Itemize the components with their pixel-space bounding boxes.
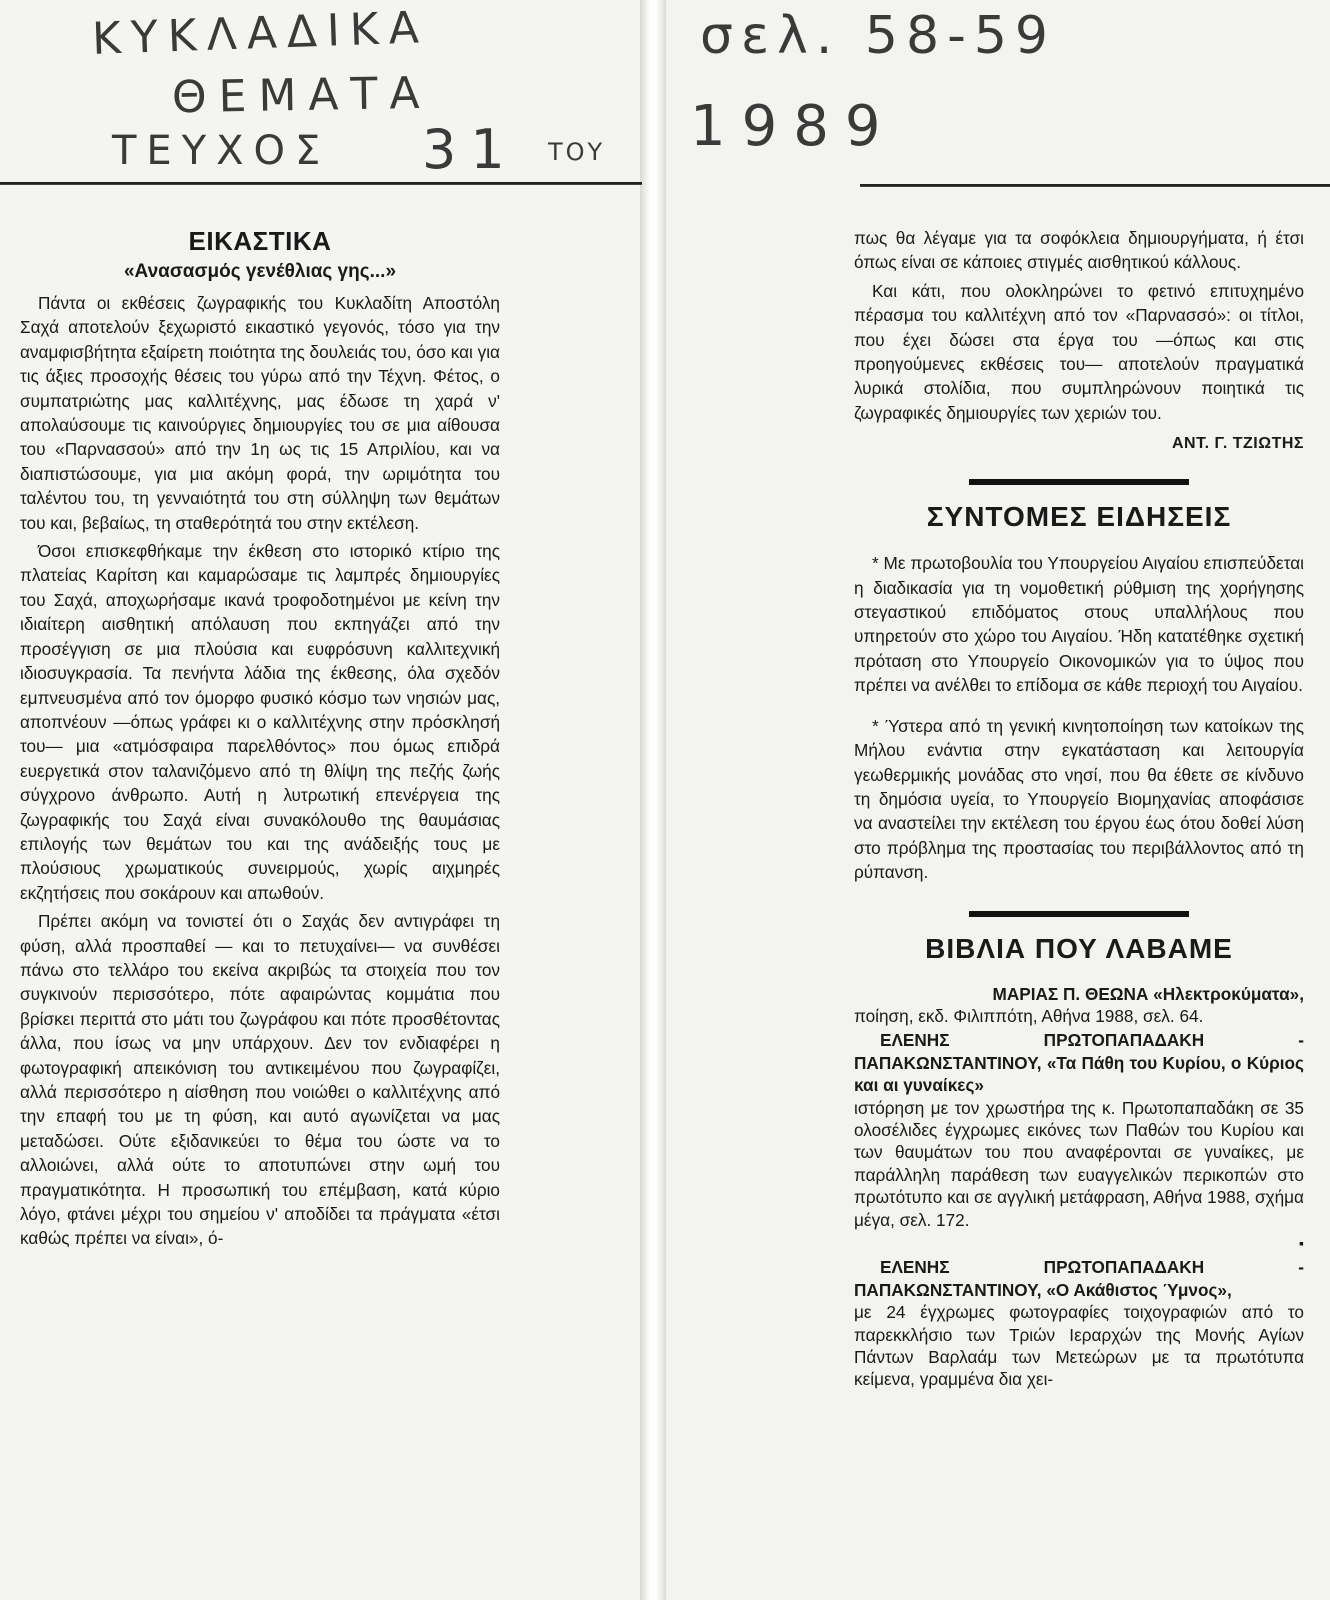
- book-title: ΕΛΕΝΗΣ ΠΡΩΤΟΠΑΠΑΔΑΚΗ - ΠΑΠΑΚΩΝΣΤΑΝΤΙΝΟΥ, «Ο Ακάθιστος Ύμνος»,: [854, 1257, 1304, 1300]
- section-heading-news: ΣΥΝΤΟΜΕΣ ΕΙΔΗΣΕΙΣ: [926, 501, 1232, 533]
- page-gutter: [640, 0, 666, 1600]
- top-rule-left: [0, 182, 642, 185]
- section-divider: [969, 911, 1189, 917]
- handwritten-themata: ΘΕΜΑΤΑ: [171, 67, 432, 124]
- article-paragraph: Πάντα οι εκθέσεις ζωγραφικής του Κυκλαδίτη Αποστόλη Σαχά αποτελούν ξεχωριστό εικαστικό γεγονός, τόσο για την αναμφισβήτητα εξαίρετη ποιότητα της δουλειάς του, όσο και για τις άξιες προσοχής θέσεις του γύρω από την Τέχνη. Φέτος, ο συμπατριώτης μας καλλιτέχνης, μας έδωσε τη χαρά ν' απολαύσουμε τις καινούργιες δημιουργίες του σε μια αίθουσα του «Παρνασσού» από την 1η ως τις 15 Απριλίου, και να διαπιστώσουμε, για μια ακόμη φορά, την ωριμότητα του ταλέντου του, τη γενναιότητά του στη σύλληψη των θεμάτων του και, βεβαίως, τη σταθερότητά του στην εκτέλεση.: [20, 293, 500, 533]
- top-rule-right: [860, 184, 1330, 187]
- book-details: ποίηση, εκδ. Φιλιππότη, Αθήνα 1988, σελ. 64.: [854, 1005, 1204, 1026]
- section-heading-books: ΒΙΒΛΙΑ ΠΟΥ ΛΑΒΑΜΕ: [925, 932, 1233, 964]
- section-divider: [969, 479, 1189, 485]
- article-paragraph: Όσοι επισκεφθήκαμε την έκθεση στο ιστορικό κτίριο της πλατείας Καρίτση και καμαρώσαμε τις λαμπρές δημιουργίες του Σαχά, αποχωρήσαμε ικανά τροφοδοτημένοι με κείνη την ιδιαίτερη αισθητική απόλαυση που εκπηγάζει από την προσέγγιση σε μια πλούσια και ευφρόσυνη καλλιτεχνική ιδιοσυγκρασία. Τα πενήντα λάδια της έκθεσης, όλα σχεδόν εμπνευσμένα από τον όμορφο φυσικό κόσμο των νησιών μας, αποπνέουν —όπως γράφει κι ο καλλιτέχνης στην πρόσκλησή του— μια «ατμόσφαιρα παρελθόντος» που όμως επιδρά ευεργετικά στον ταλανιζόμενο από τη θλίψη της πεζής ζωής σύγχρονο άνθρωπο. Αυτή η λυτρωτική επενέργεια της ζωγραφικής του Σαχά είναι συνακόλουθο της θαυμάσιας επιλογής των θεμάτων του και της ανάδειξής τους με πλούσιους χρωματικούς συνειρμούς, χωρίς αιχμηρές εκζητήσεις που σοκάρουν και απωθούν.: [20, 541, 500, 903]
- handwritten-issue-number: 31: [422, 118, 519, 181]
- article-paragraph: Πρέπει ακόμη να τονιστεί ότι ο Σαχάς δεν αντιγράφει τη φύση, αλλά προσπαθεί — και το πετυχαίνει— να συνθέσει πάνω στο τελλάρο του εκείνα ακριβώς τα στοιχεία που τον συγκινούν περισσότερο, πότε αφαιρώντας κομμάτια που βρίσκει περιττά στο μάτι του ζωγράφου και πότε προσθέτοντας άλλα, που ίσως να μην υπάρχουν. Δεν τον ενδιαφέρει η φωτογραφική απεικόνιση του αντικειμένου που ζωγραφίζει, αλλά περισσότερο η αίσθηση που νοιώθει ο καλλιτέχνης από την επαφή του με τη φύση, και αυτό αγωνίζεται να μας μεταδώσει. Ούτε εξιδανικεύει το θέμα του ώστε να το αλλοιώνει, αλλά ούτε το αποτυπώνει στην ωμή του πραγματικότητα. Η προσωπική του επέμβαση, κατά κύριο λόγο, φτάνει μέχρι του σημείου ν' αποδίδει τα πράγματα «έτσι καθώς πρέπει να είναι», ό-: [20, 911, 500, 1249]
- handwritten-magazine-name: ΚΥΚΛΑΔΙΚΑ: [91, 2, 430, 65]
- handwritten-teuxos: ΤΕΥΧΟΣ: [112, 128, 331, 174]
- article-continuation: πως θα λέγαμε για τα σοφόκλεια δημιουργήματα, ή έτσι όπως είναι σε κάποιες στιγμές αισθητικού κάλλους.: [854, 228, 1304, 273]
- book-details: με 24 έγχρωμες φωτογραφίες τοιχογραφιών από το παρεκκλήσιο των Τριών Ιεραρχών της Μονής Αγίων Πάντων Βαρλαάμ των Μετεώρων με τα πρωτότυπα κείμενα, γραμμένα δια χει-: [854, 1302, 1304, 1390]
- article-author-signature: ΑΝΤ. Γ. ΤΖΙΩΤΗΣ: [1171, 435, 1304, 453]
- book-title: ΕΛΕΝΗΣ ΠΡΩΤΟΠΑΠΑΔΑΚΗ - ΠΑΠΑΚΩΝΣΤΑΝΤΙΝΟΥ, «Τα Πάθη του Κυρίου, ο Κύριος και αι γυναίκες»: [854, 1030, 1304, 1096]
- news-item: * Ύστερα από τη γενική κινητοποίηση των κατοίκων της Μήλου ενάντια στην εγκατάσταση και λειτουργία γεωθερμικής μονάδας στο νησί, που θα έθετε σε κίνδυνο τη δημόσια υγεία, το Υπουργείο Βιομηχανίας αποφάσισε να αναστείλει την εκτέλεση του έργου έως ότου δοθεί λύση στο πρόβλημα της προστασίας του περιβάλλοντος από τη ρύπανση.: [854, 715, 1304, 883]
- entry-separator: ▪: [1299, 1235, 1304, 1251]
- book-entry: [854, 1029, 1304, 1231]
- book-entry: [854, 1256, 1304, 1390]
- left-column: [20, 226, 500, 1251]
- section-heading-eikastika: ΕΙΚΑΣΤΙΚΑ: [188, 226, 332, 256]
- handwritten-pages: σελ. 58-59: [700, 6, 1056, 66]
- book-title: ΜΑΡΙΑΣ Π. ΘΕΩΝΑ «Ηλεκτροκύματα»,: [992, 983, 1304, 1004]
- article-continuation: Και κάτι, που ολοκληρώνει το φετινό επιτυχημένο πέρασμα του καλλιτέχνη από τον «Παρνασσό»: οι τίτλοι, που έχει δώσει στα έργα του —όπως και στις προηγούμενες εκθέσεις του— αποτελούν πραγματικά λυρικά στολίδια, που συμπληρώνουν ποιητικά τις ζωγραφικές δημιουργίες των χεριών του.: [854, 280, 1304, 423]
- article-subheading: «Ανασασμός γενέθλιας γης...»: [123, 261, 397, 282]
- book-entry: [854, 1231, 1304, 1254]
- book-details: ιστόρηση με τον χρωστήρα της κ. Πρωτοπαπαδάκη σε 35 ολοσέλιδες έγχρωμες εικόνες των Παθών του Κυρίου και των θαυμάτων του που αναφέρονται σε γυναίκες, με παράλληλη παράθεση των ευαγγελικών περικοπών στο πρωτότυπο και σε αγγλική μετάφραση, Αθήνα 1988, σχήμα μέγα, σελ. 172.: [854, 1097, 1304, 1230]
- right-column: [854, 226, 1304, 1391]
- handwritten-year: 1989: [690, 94, 897, 159]
- book-entry: [854, 983, 1304, 1028]
- news-item: * Με πρωτοβουλία του Υπουργείου Αιγαίου επισπεύδεται η διαδικασία για τη νομοθετική ρύθμιση της χορήγησης στεγαστικού επιδόματος στους υπαλλήλους που υπηρετούν στο χώρο του Αιγαίου. Ήδη κατατέθηκε σχετική πρόταση στο Υπουργείο Οικονομικών για το ύψος που πρέπει να ανέλθει το επίδομα σε κάθε περιοχή του Αιγαίου.: [854, 553, 1304, 696]
- handwritten-tou: ΤΟΥ: [548, 138, 606, 166]
